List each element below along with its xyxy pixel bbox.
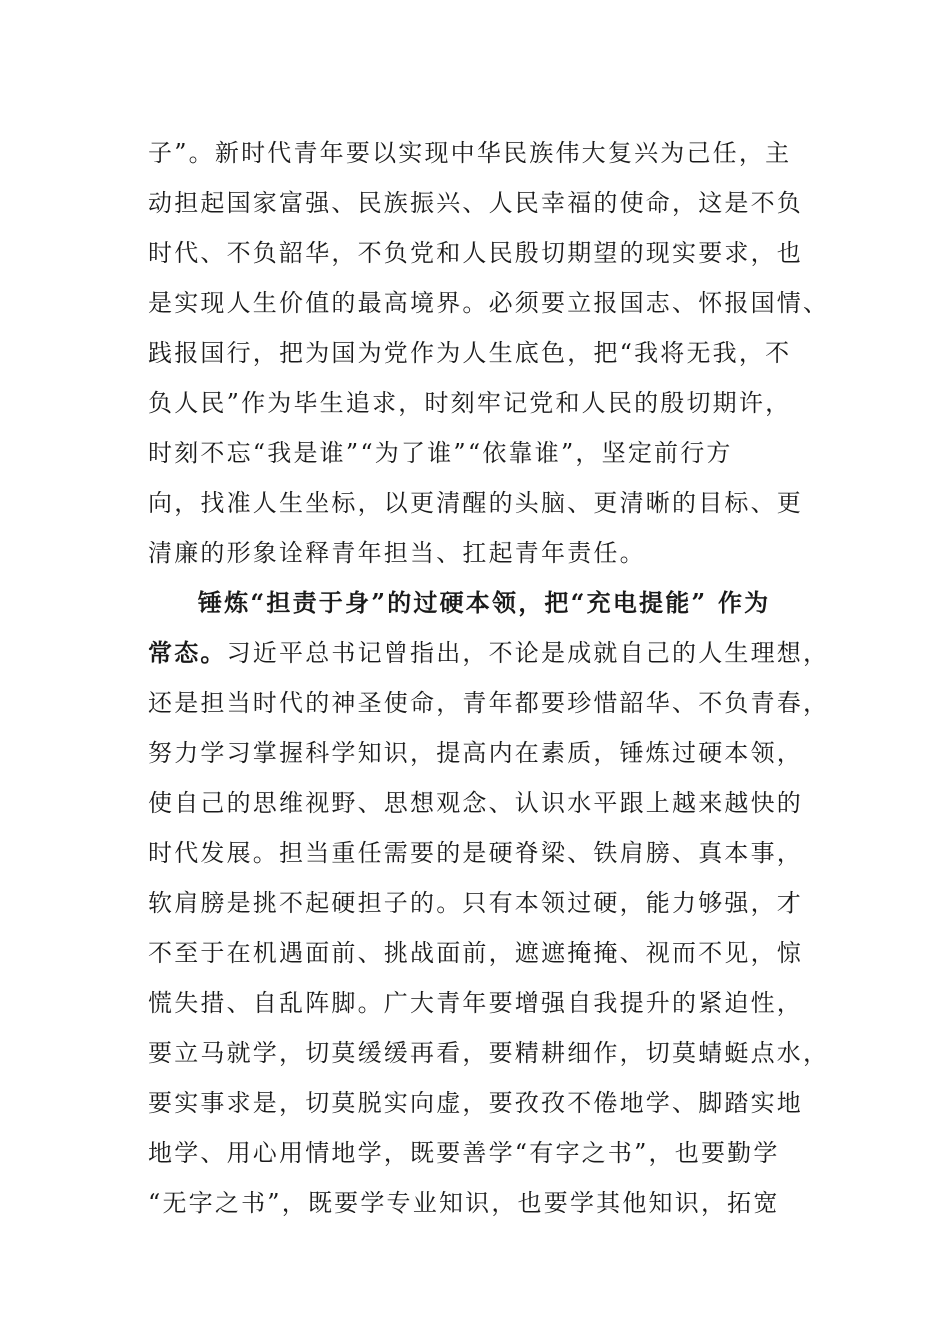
text-segment: “无字之书”，既要学专业知识，也要学其他知识，拓宽 bbox=[148, 1189, 780, 1217]
text-line bbox=[148, 978, 828, 1028]
text-line bbox=[148, 1178, 828, 1228]
text-line bbox=[148, 278, 828, 328]
text-segment: 子”。新时代青年要以实现中华民族伟大复兴为己任，主 bbox=[148, 139, 792, 167]
text-segment: 还是担当时代的神圣使命，青年都要珍惜韶华、不负青春， bbox=[148, 689, 830, 717]
text-segment: 习近平总书记曾指出，不论是成就自己的人生理想， bbox=[226, 639, 830, 667]
text-line bbox=[148, 128, 828, 178]
text-line bbox=[148, 628, 828, 678]
text-line bbox=[148, 428, 828, 478]
body-text bbox=[148, 128, 828, 1228]
text-segment: 慌失措、自乱阵脚。广大青年要增强自我提升的紧迫性， bbox=[148, 989, 803, 1017]
text-segment: 软肩膀是挑不起硬担子的。只有本领过硬，能力够强，才 bbox=[148, 889, 803, 917]
bold-text-segment: 锤炼“担责于身”的过硬本领，把“充电提能” 作为 bbox=[198, 588, 771, 617]
text-segment: 践报国行，把为国为党作为人生底色，把“我将无我，不 bbox=[148, 339, 792, 367]
text-segment: 使自己的思维视野、思想观念、认识水平跟上越来越快的 bbox=[148, 789, 803, 817]
text-line bbox=[148, 228, 828, 278]
text-line bbox=[148, 678, 828, 728]
text-line bbox=[148, 528, 828, 578]
text-segment: 向，找准人生坐标，以更清醒的头脑、更清晰的目标、更 bbox=[148, 489, 803, 517]
text-segment: 负人民”作为毕生追求，时刻牢记党和人民的殷切期许， bbox=[148, 389, 792, 417]
text-line bbox=[148, 928, 828, 978]
text-segment: 清廉的形象诠释青年担当、扛起青年责任。 bbox=[148, 539, 646, 567]
paragraph-heading-line bbox=[148, 578, 828, 628]
text-line bbox=[148, 328, 828, 378]
text-segment: 时代、不负韶华，不负党和人民殷切期望的现实要求，也 bbox=[148, 239, 803, 267]
text-segment: 不至于在机遇面前、挑战面前，遮遮掩掩、视而不见，惊 bbox=[148, 939, 803, 967]
text-line bbox=[148, 728, 828, 778]
text-line bbox=[148, 1078, 828, 1128]
text-line bbox=[148, 1128, 828, 1178]
text-segment: 时刻不忘“我是谁”“为了谁”“依靠谁”，坚定前行方 bbox=[148, 439, 733, 467]
text-segment: 要实事求是，切莫脱实向虚，要孜孜不倦地学、脚踏实地 bbox=[148, 1089, 803, 1117]
text-line bbox=[148, 178, 828, 228]
text-line bbox=[148, 478, 828, 528]
text-segment: 要立马就学，切莫缓缓再看，要精耕细作，切莫蜻蜓点水， bbox=[148, 1039, 830, 1067]
text-line bbox=[148, 828, 828, 878]
text-segment: 是实现人生价值的最高境界。必须要立报国志、怀报国情、 bbox=[148, 289, 830, 317]
text-line bbox=[148, 378, 828, 428]
bold-text-segment: 常态。 bbox=[148, 638, 227, 667]
text-line bbox=[148, 1028, 828, 1078]
text-line bbox=[148, 878, 828, 928]
text-segment: 时代发展。担当重任需要的是硬脊梁、铁肩膀、真本事， bbox=[148, 839, 803, 867]
text-line bbox=[148, 778, 828, 828]
text-segment: 地学、用心用情地学，既要善学“有字之书”，也要勤学 bbox=[148, 1139, 780, 1167]
text-segment: 努力学习掌握科学知识，提高内在素质，锤炼过硬本领， bbox=[148, 739, 803, 767]
text-segment: 动担起国家富强、民族振兴、人民幸福的使命，这是不负 bbox=[148, 189, 803, 217]
